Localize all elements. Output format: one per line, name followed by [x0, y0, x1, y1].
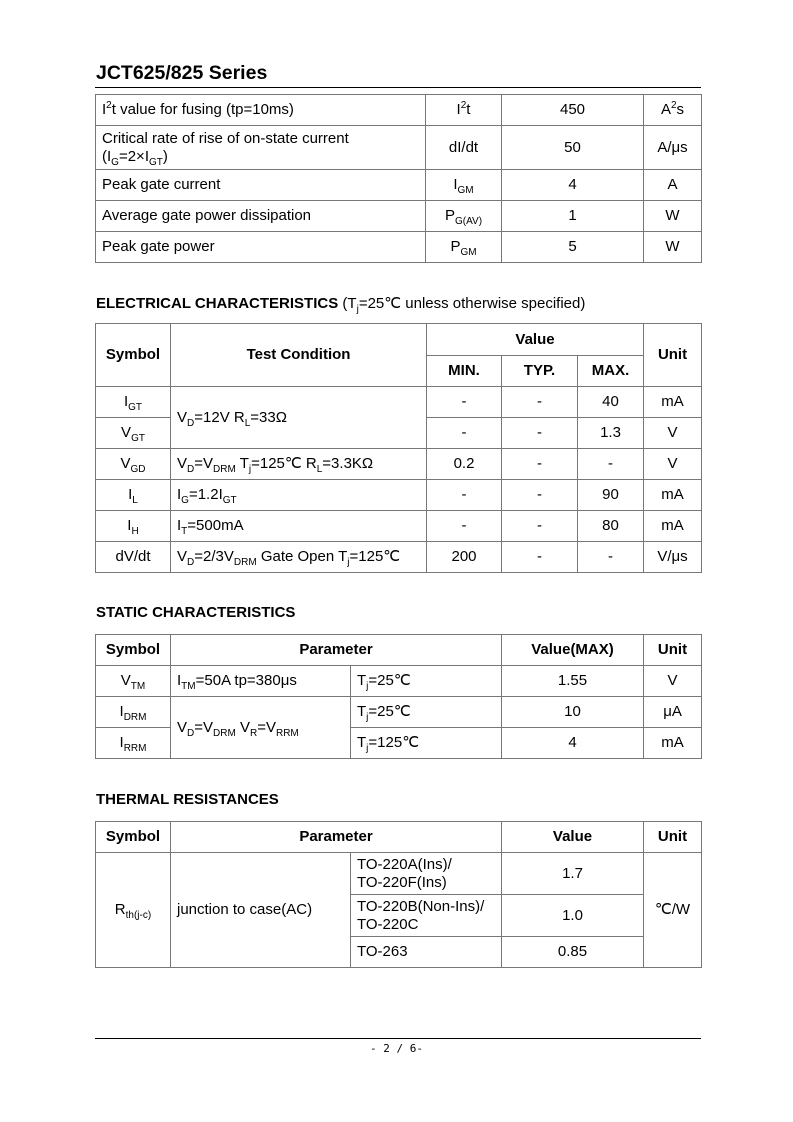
unit-cell: V: [644, 418, 702, 449]
param-cell: Peak gate power: [96, 232, 426, 263]
unit-cell: mA: [644, 480, 702, 511]
table-header-row: [96, 324, 702, 356]
max-cell: 90: [578, 480, 644, 511]
min-cell: -: [427, 480, 502, 511]
table-row: [96, 542, 702, 573]
typ-cell: -: [502, 418, 578, 449]
header-symbol: Symbol: [96, 635, 171, 666]
table-row: [96, 170, 702, 201]
condition-cell: $V_D=V_{DRM}$ $T_j=125℃$ $R_L=3.3K\Omega$: [171, 449, 427, 480]
condition-cell: $I_{TM}=50A$ tp=380μs: [171, 666, 351, 697]
value-cell: 5: [502, 232, 644, 263]
table-row: [96, 853, 702, 895]
symbol-cell: $I_{DRM}$: [96, 697, 171, 728]
unit-cell: mA: [644, 511, 702, 542]
section-heading-electrical: ELECTRICAL CHARACTERISTICS ($T_j=25℃$ unless otherwise specified): [96, 295, 586, 315]
temperature-cell: $T_j=25℃$: [351, 666, 502, 697]
min-cell: -: [427, 511, 502, 542]
header-symbol: Symbol: [96, 324, 171, 387]
unit-cell: μA: [644, 697, 702, 728]
unit-cell: V: [644, 449, 702, 480]
table-row: [96, 480, 702, 511]
symbol-cell: $V_{GD}$: [96, 449, 171, 480]
table-row: [96, 666, 702, 697]
max-cell: -: [578, 449, 644, 480]
symbol-cell: $I_H$: [96, 511, 171, 542]
symbol-cell: $I_L$: [96, 480, 171, 511]
param-cell: Peak gate current: [96, 170, 426, 201]
header-min: MIN.: [427, 356, 502, 387]
table-row: [96, 387, 702, 418]
condition-cell: $V_D=V_{DRM}$ $V_R=V_{RRM}$: [171, 697, 351, 759]
unit-cell: A/μs: [644, 126, 702, 170]
page-number: - 2 / 6-: [370, 1042, 423, 1055]
unit-cell: mA: [644, 728, 702, 759]
symbol-cell: $I_{GM}$: [426, 170, 502, 201]
header-parameter: Parameter: [171, 635, 502, 666]
value-cell: 4: [502, 170, 644, 201]
table-row: [96, 126, 702, 170]
table-header-row: [96, 822, 702, 853]
unit-cell: W: [644, 232, 702, 263]
typ-cell: -: [502, 449, 578, 480]
temperature-cell: $T_j=125℃$: [351, 728, 502, 759]
package-cell: TO-263: [351, 937, 502, 968]
max-cell: 1.3: [578, 418, 644, 449]
header-unit: Unit: [644, 822, 702, 853]
electrical-table: [95, 323, 702, 573]
footer-rule: [95, 1038, 701, 1039]
param-cell: $I^2t$ value for fusing (tp=10ms): [96, 95, 426, 126]
ratings-table: [95, 94, 702, 263]
condition-cell: $V_D=2/3V_{DRM}$ Gate Open $T_j=125℃$: [171, 542, 427, 573]
symbol-cell: dI/dt: [426, 126, 502, 170]
table-row: [96, 201, 702, 232]
package-cell: TO-220B(Non-Ins)/ TO-220C: [351, 895, 502, 937]
symbol-cell: $P_{GM}$: [426, 232, 502, 263]
section-heading-thermal: THERMAL RESISTANCES: [96, 791, 279, 808]
header-rule: [95, 87, 701, 88]
header-symbol: Symbol: [96, 822, 171, 853]
symbol-cell: $I^2t$: [426, 95, 502, 126]
max-cell: 40: [578, 387, 644, 418]
symbol-cell: $P_{G(AV)}$: [426, 201, 502, 232]
table-row: [96, 95, 702, 126]
table-row: [96, 697, 702, 728]
page-title: JCT625/825 Series: [96, 62, 268, 84]
value-cell: 0.85: [502, 937, 644, 968]
header-value-max: Value(MAX): [502, 635, 644, 666]
value-cell: 1: [502, 201, 644, 232]
thermal-table: [95, 821, 702, 968]
param-cell: Average gate power dissipation: [96, 201, 426, 232]
symbol-cell: $R_{th(j-c)}$: [96, 853, 171, 968]
unit-cell: $A^2s$: [644, 95, 702, 126]
header-unit: Unit: [644, 324, 702, 387]
unit-cell: V/μs: [644, 542, 702, 573]
header-unit: Unit: [644, 635, 702, 666]
min-cell: 0.2: [427, 449, 502, 480]
table-row: [96, 449, 702, 480]
symbol-cell: $I_{RRM}$: [96, 728, 171, 759]
table-header-row: [96, 635, 702, 666]
header-parameter: Parameter: [171, 822, 502, 853]
symbol-cell: $I_{GT}$: [96, 387, 171, 418]
value-cell: 1.55: [502, 666, 644, 697]
value-cell: 4: [502, 728, 644, 759]
header-max: MAX.: [578, 356, 644, 387]
param-cell: Critical rate of rise of on-state current $(I_G=2\times I_{GT})$: [96, 126, 426, 170]
parameter-cell: junction to case(AC): [171, 853, 351, 968]
typ-cell: -: [502, 387, 578, 418]
min-cell: -: [427, 387, 502, 418]
unit-cell: A: [644, 170, 702, 201]
min-cell: -: [427, 418, 502, 449]
value-cell: 50: [502, 126, 644, 170]
value-cell: 10: [502, 697, 644, 728]
value-cell: 450: [502, 95, 644, 126]
table-row: [96, 511, 702, 542]
header-test-condition: Test Condition: [171, 324, 427, 387]
table-row: [96, 232, 702, 263]
unit-cell: ℃/W: [644, 853, 702, 968]
symbol-cell: $V_{TM}$: [96, 666, 171, 697]
condition-cell: $I_T=500mA$: [171, 511, 427, 542]
header-typ: TYP.: [502, 356, 578, 387]
max-cell: 80: [578, 511, 644, 542]
unit-cell: mA: [644, 387, 702, 418]
static-table: [95, 634, 702, 759]
typ-cell: -: [502, 511, 578, 542]
typ-cell: -: [502, 480, 578, 511]
value-cell: 1.0: [502, 895, 644, 937]
unit-cell: V: [644, 666, 702, 697]
unit-cell: W: [644, 201, 702, 232]
symbol-cell: $V_{GT}$: [96, 418, 171, 449]
temperature-cell: $T_j=25℃$: [351, 697, 502, 728]
symbol-cell: dV/dt: [96, 542, 171, 573]
section-heading-static: STATIC CHARACTERISTICS: [96, 604, 296, 621]
min-cell: 200: [427, 542, 502, 573]
typ-cell: -: [502, 542, 578, 573]
max-cell: -: [578, 542, 644, 573]
header-value: Value: [427, 324, 644, 356]
header-value: Value: [502, 822, 644, 853]
value-cell: 1.7: [502, 853, 644, 895]
condition-cell: $V_D=12V$ $R_L=33\Omega$: [171, 387, 427, 449]
package-cell: TO-220A(Ins)/ TO-220F(Ins): [351, 853, 502, 895]
condition-cell: $I_G=1.2I_{GT}$: [171, 480, 427, 511]
